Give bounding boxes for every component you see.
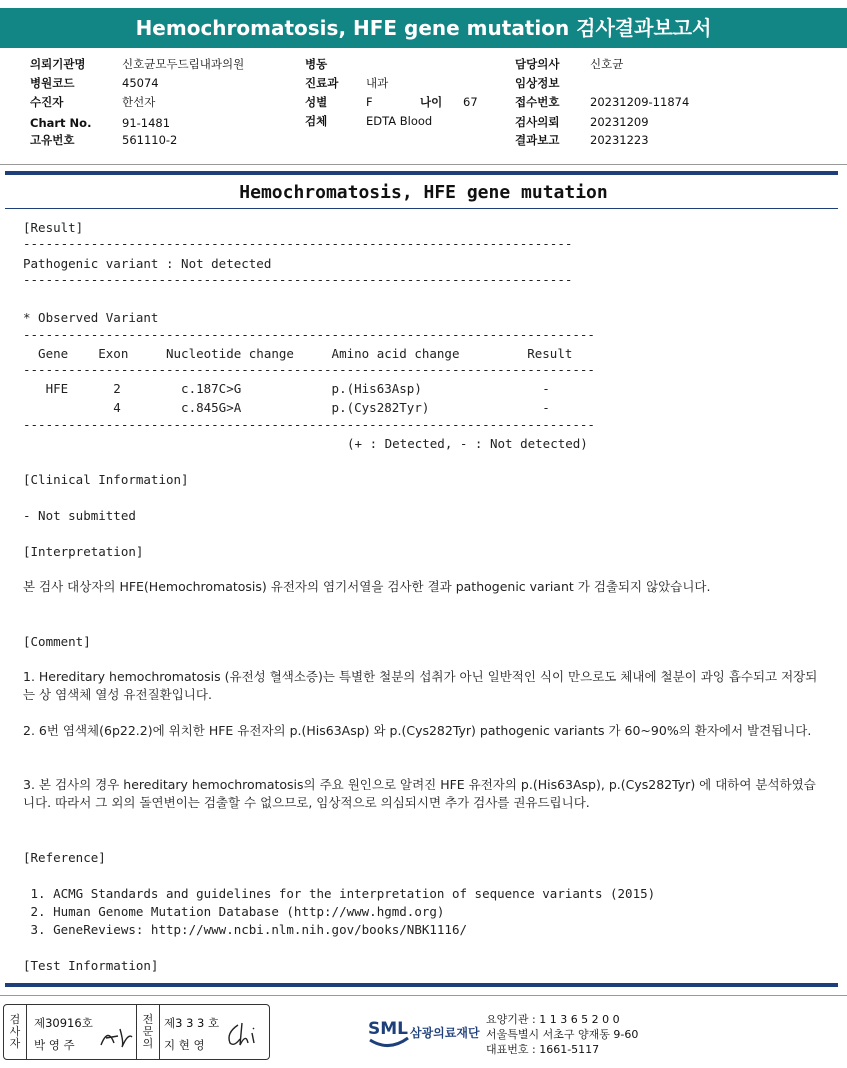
hospital-name-value: 신호균모두드림내과의원	[122, 57, 245, 71]
patient-name-value: 한선자	[122, 95, 156, 109]
reference-item: 3. GeneReviews: http://www.ncbi.nlm.nih.gov/books/NBK1116/	[23, 922, 468, 937]
inspector-name: 박 영 주	[34, 1038, 75, 1052]
inspector-label: 검사자	[9, 1013, 21, 1050]
interpretation-text: 본 검사 대상자의 HFE(Hemochromatosis) 유전자의 염기서열을 검사한 결과 pathogenic variant 가 검출되지 않았습니다.	[23, 579, 711, 594]
interpretation-header: [Interpretation]	[23, 544, 144, 559]
result-legend: (+ : Detected, - : Not detected)	[347, 436, 588, 451]
specialist-label: 전문의	[142, 1013, 154, 1050]
variant-table-row: 4 c.845G>A p.(Cys282Tyr) -	[23, 400, 550, 415]
specialist-name: 지 현 영	[164, 1038, 205, 1052]
clinical-info-header: [Clinical Information]	[23, 472, 189, 487]
specimen-label: 검체	[305, 114, 328, 128]
comment-header: [Comment]	[23, 634, 91, 649]
comment-item: 1. Hereditary hemochromatosis (유전성 혈색소증)는 특별한 철분의 섭취가 아닌 일반적인 식이 만으로도 체내에 철분이 과잉 흡수되고 저장되는 상 염색체 열성 유전질환입니다.	[23, 669, 818, 702]
footer-divider	[0, 995, 847, 996]
patient-info	[0, 0, 847, 160]
clinical-info-text: - Not submitted	[23, 508, 136, 523]
receipt-no-value: 20231209-11874	[590, 95, 690, 109]
inspector-label-cell	[4, 1005, 27, 1059]
observed-variant-header: * Observed Variant	[23, 310, 159, 325]
sex-value: F	[366, 95, 373, 109]
reference-item: 2. Human Genome Mutation Database (http://www.hgmd.org)	[23, 904, 445, 919]
specialist-no: 제3 3 3 호	[164, 1016, 220, 1030]
org-logo	[366, 1012, 412, 1052]
report-bottom-rule	[5, 983, 838, 987]
result-line: Pathogenic variant : Not detected	[23, 256, 272, 271]
patient-name-label: 수진자	[30, 95, 64, 109]
department-value: 내과	[366, 76, 389, 90]
dash-line: ----------------------------------------------------------------------------	[23, 327, 595, 342]
specialist-signature-icon	[224, 1019, 264, 1051]
report-header-title: Hemochromatosis, HFE gene mutation 검사결과보고서	[0, 8, 847, 48]
result-header: [Result]	[23, 220, 84, 235]
org-code: 요양기관 : 1 1 3 6 5 2 0 0	[486, 1013, 620, 1026]
hospital-name-label: 의뢰기관명	[30, 57, 86, 71]
org-name: 삼광의료재단	[410, 1026, 480, 1040]
dash-line: ----------------------------------------------------------------------------	[23, 362, 595, 377]
header-divider	[0, 164, 847, 165]
test-info-header: [Test Information]	[23, 958, 159, 973]
report-title-rule	[5, 208, 838, 209]
inspector-no: 제30916호	[34, 1016, 93, 1030]
sml-logo-icon	[366, 1012, 412, 1048]
report-top-rule	[5, 171, 838, 175]
comment-item: 3. 본 검사의 경우 hereditary hemochromatosis의 주요 원인으로 알려진 HFE 유전자의 p.(His63Asp), p.(Cys282Tyr) 에 대하여 분석하였습니다. 따라서 그 외의 돌연변이는 검출할 수 없으므로, 임상적으로 의심되시면 추가 검사를 권유드립니다.	[23, 777, 816, 810]
logo-text: SML	[368, 1019, 408, 1039]
hospital-code-value: 45074	[122, 76, 159, 90]
report-date-label: 결과보고	[515, 133, 560, 147]
org-info	[486, 1012, 638, 1057]
specimen-value: EDTA Blood	[366, 114, 433, 128]
chart-no-value: 91-1481	[122, 116, 171, 130]
chart-no-label: Chart No.	[30, 116, 92, 130]
hospital-code-label: 병원코드	[30, 76, 75, 90]
org-phone: 대표번호 : 1661-5117	[486, 1043, 600, 1056]
clinical-info-label: 임상정보	[515, 76, 560, 90]
dash-line: -------------------------------------------------------------------------	[23, 272, 573, 287]
specialist-label-cell	[136, 1005, 160, 1059]
org-address: 서울특별시 서초구 양재동 9-60	[486, 1028, 639, 1041]
doctor-label: 담당의사	[515, 57, 560, 71]
reference-header: [Reference]	[23, 850, 106, 865]
age-value: 67	[463, 95, 478, 109]
report-title: Hemochromatosis, HFE gene mutation	[239, 182, 608, 203]
unique-no-label: 고유번호	[30, 133, 75, 147]
dash-line: -------------------------------------------------------------------------	[23, 236, 573, 251]
receipt-no-label: 접수번호	[515, 95, 560, 109]
variant-table-header: Gene Exon Nucleotide change Amino acid change Result	[23, 346, 573, 361]
dash-line: ----------------------------------------------------------------------------	[23, 417, 595, 432]
variant-table-row: HFE 2 c.187C>G p.(His63Asp) -	[23, 381, 550, 396]
report-date-value: 20231223	[590, 133, 649, 147]
age-label: 나이	[420, 95, 443, 109]
comment-item: 2. 6번 염색체(6p22.2)에 위치한 HFE 유전자의 p.(His63Asp) 와 p.(Cys282Tyr) pathogenic variants 가 60~90%의 환자에서 발견됩니다.	[23, 723, 812, 738]
request-date-value: 20231209	[590, 115, 649, 129]
department-label: 진료과	[305, 76, 339, 90]
unique-no-value: 561110-2	[122, 133, 178, 147]
signature-box	[3, 1004, 270, 1060]
reference-item: 1. ACMG Standards and guidelines for the interpretation of sequence variants (2015)	[23, 886, 656, 901]
doctor-value: 신호균	[590, 57, 624, 71]
request-date-label: 검사의뢰	[515, 115, 560, 129]
ward-label: 병동	[305, 57, 328, 71]
inspector-signature-icon	[98, 1023, 134, 1051]
sex-label: 성별	[305, 95, 328, 109]
